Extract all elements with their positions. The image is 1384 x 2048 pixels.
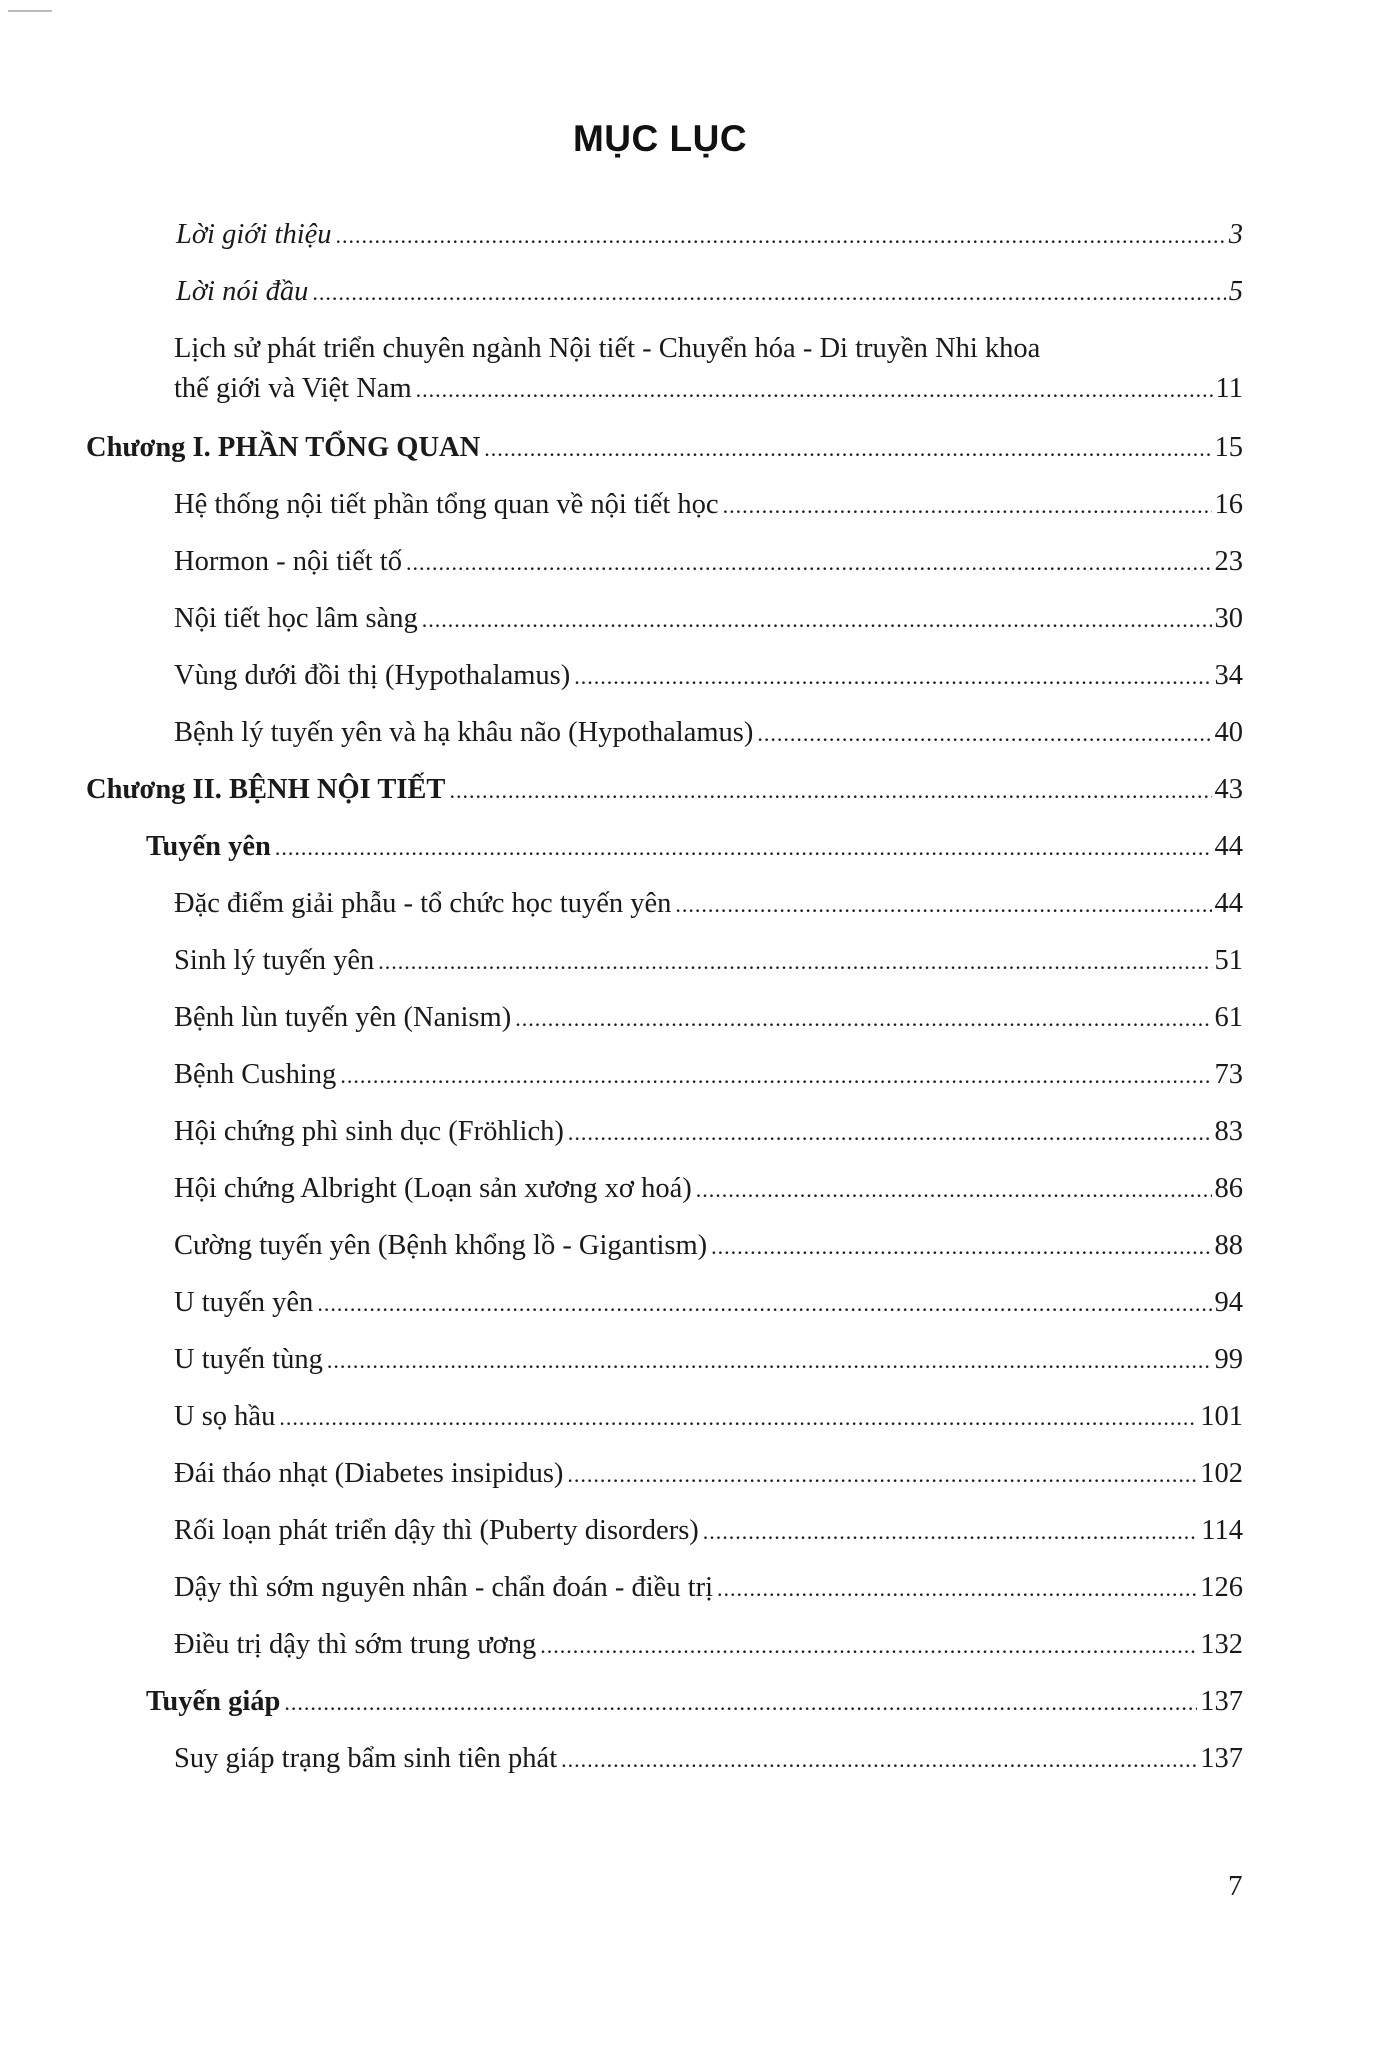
toc-entry-page: 94 [1214,1287,1243,1318]
dot-leader [275,831,1212,865]
toc-entry-page: 34 [1214,660,1243,691]
page-number: 7 [1228,1870,1243,1902]
toc-entry-page: 99 [1214,1344,1243,1375]
toc-entry-label: Lời giới thiệu [176,219,332,250]
toc-entry-label: Hội chứng Albright (Loạn sản xương xơ hoá) [174,1173,692,1204]
dot-leader [327,1344,1212,1378]
toc-entry-label: Bệnh lùn tuyến yên (Nanism) [174,1002,512,1033]
toc-entry-page: 126 [1200,1572,1243,1603]
dot-leader [317,1287,1211,1321]
toc-entry-page: 5 [1228,276,1243,307]
dot-leader [717,1572,1197,1606]
toc-chapter-label: Chương II. BỆNH NỘI TIẾT [86,774,446,805]
dot-leader [723,489,1212,523]
toc-entry-label: Hormon - nội tiết tố [174,546,402,577]
toc-entry-page: 44 [1214,888,1243,919]
toc-entry-label: U tuyến tùng [174,1344,323,1375]
toc-entry-label: Lời nói đầu [176,276,309,307]
page-title: MỤC LỤC [572,118,748,159]
dot-leader [574,660,1211,694]
toc-entry-label: Điều trị dậy thì sớm trung ương [174,1629,537,1660]
scan-edge-mark [8,10,52,12]
dot-leader [568,1116,1212,1150]
dot-leader [711,1230,1211,1264]
toc-chapter-label: Chương I. PHẦN TỔNG QUAN [86,432,481,463]
toc-entry-label: Nội tiết học lâm sàng [174,603,418,634]
toc-entry-page: 16 [1214,489,1243,520]
dot-leader [696,1173,1212,1207]
dot-leader [449,774,1211,808]
toc-entry-page: 30 [1214,603,1243,634]
toc-entry-label: Vùng dưới đồi thị (Hypothalamus) [174,660,571,691]
toc-entry-label: Hội chứng phì sinh dục (Fröhlich) [174,1116,564,1147]
toc-entry-label: Suy giáp trạng bẩm sinh tiên phát [174,1743,558,1774]
toc-section-label: Tuyến yên [146,831,271,862]
toc-entry-page: 15 [1214,432,1243,463]
toc-entry-page: 3 [1228,219,1243,250]
toc-entry-page: 102 [1200,1458,1243,1489]
toc-entry-label: Bệnh lý tuyến yên và hạ khâu não (Hypothalamus) [174,717,754,748]
toc-entry-label: U sọ hầu [174,1401,276,1432]
toc-entry-page: 137 [1200,1686,1243,1717]
toc-entry-label: Bệnh Cushing [174,1059,337,1090]
toc-entry-page: 23 [1214,546,1243,577]
dot-leader [312,276,1225,310]
toc-entry-label: Hệ thống nội tiết phần tổng quan về nội tiết học [174,489,719,520]
dot-leader [378,945,1211,979]
toc-entry-page: 51 [1214,945,1243,976]
dot-leader [703,1515,1199,1549]
toc-entry-label: Rối loạn phát triển dậy thì (Puberty disorders) [174,1515,699,1546]
dot-leader [284,1686,1197,1720]
toc-entry-label: U tuyến yên [174,1287,314,1318]
toc-entry-page: 88 [1214,1230,1243,1261]
toc-entry-label: Đái tháo nhạt (Diabetes insipidus) [174,1458,564,1489]
toc-entry-label: thế giới và Việt Nam [174,373,412,404]
dot-leader [567,1458,1197,1492]
toc-entry-page: 137 [1200,1743,1243,1774]
toc-section-label: Tuyến giáp [146,1686,281,1717]
dot-leader [515,1002,1211,1036]
toc-entry-page: 101 [1200,1401,1243,1432]
toc-entry-label: Cường tuyến yên (Bệnh khổng lồ - Gigantism) [174,1230,708,1261]
dot-leader [340,1059,1211,1093]
toc-entry-page: 40 [1214,717,1243,748]
toc-entry-page: 43 [1214,774,1243,805]
dot-leader [561,1743,1197,1777]
toc-entry-label: Đặc điểm giải phẫu - tổ chức học tuyến yên [174,888,672,919]
dot-leader [484,432,1211,466]
toc-entry-page: 86 [1214,1173,1243,1204]
toc-entry-label: Sinh lý tuyến yên [174,945,375,976]
toc-entry-label-line1: Lịch sử phát triển chuyên ngành Nội tiết - Chuyển hóa - Di truyền Nhi khoa [174,333,1041,364]
dot-leader [757,717,1211,751]
toc-entry-page: 73 [1214,1059,1243,1090]
toc-entry-page: 44 [1214,831,1243,862]
dot-leader [675,888,1211,922]
toc-entry-label: Dậy thì sớm nguyên nhân - chẩn đoán - điều trị [174,1572,714,1603]
toc-entry-page: 11 [1215,373,1243,404]
dot-leader [336,219,1226,253]
toc-entry-page: 61 [1214,1002,1243,1033]
dot-leader [422,603,1212,637]
dot-leader [406,546,1212,580]
dot-leader [279,1401,1197,1435]
toc-entry-page: 132 [1200,1629,1243,1660]
dot-leader [416,373,1213,407]
toc-entry-page: 83 [1214,1116,1243,1147]
toc-entry-page: 114 [1201,1515,1243,1546]
dot-leader [540,1629,1197,1663]
